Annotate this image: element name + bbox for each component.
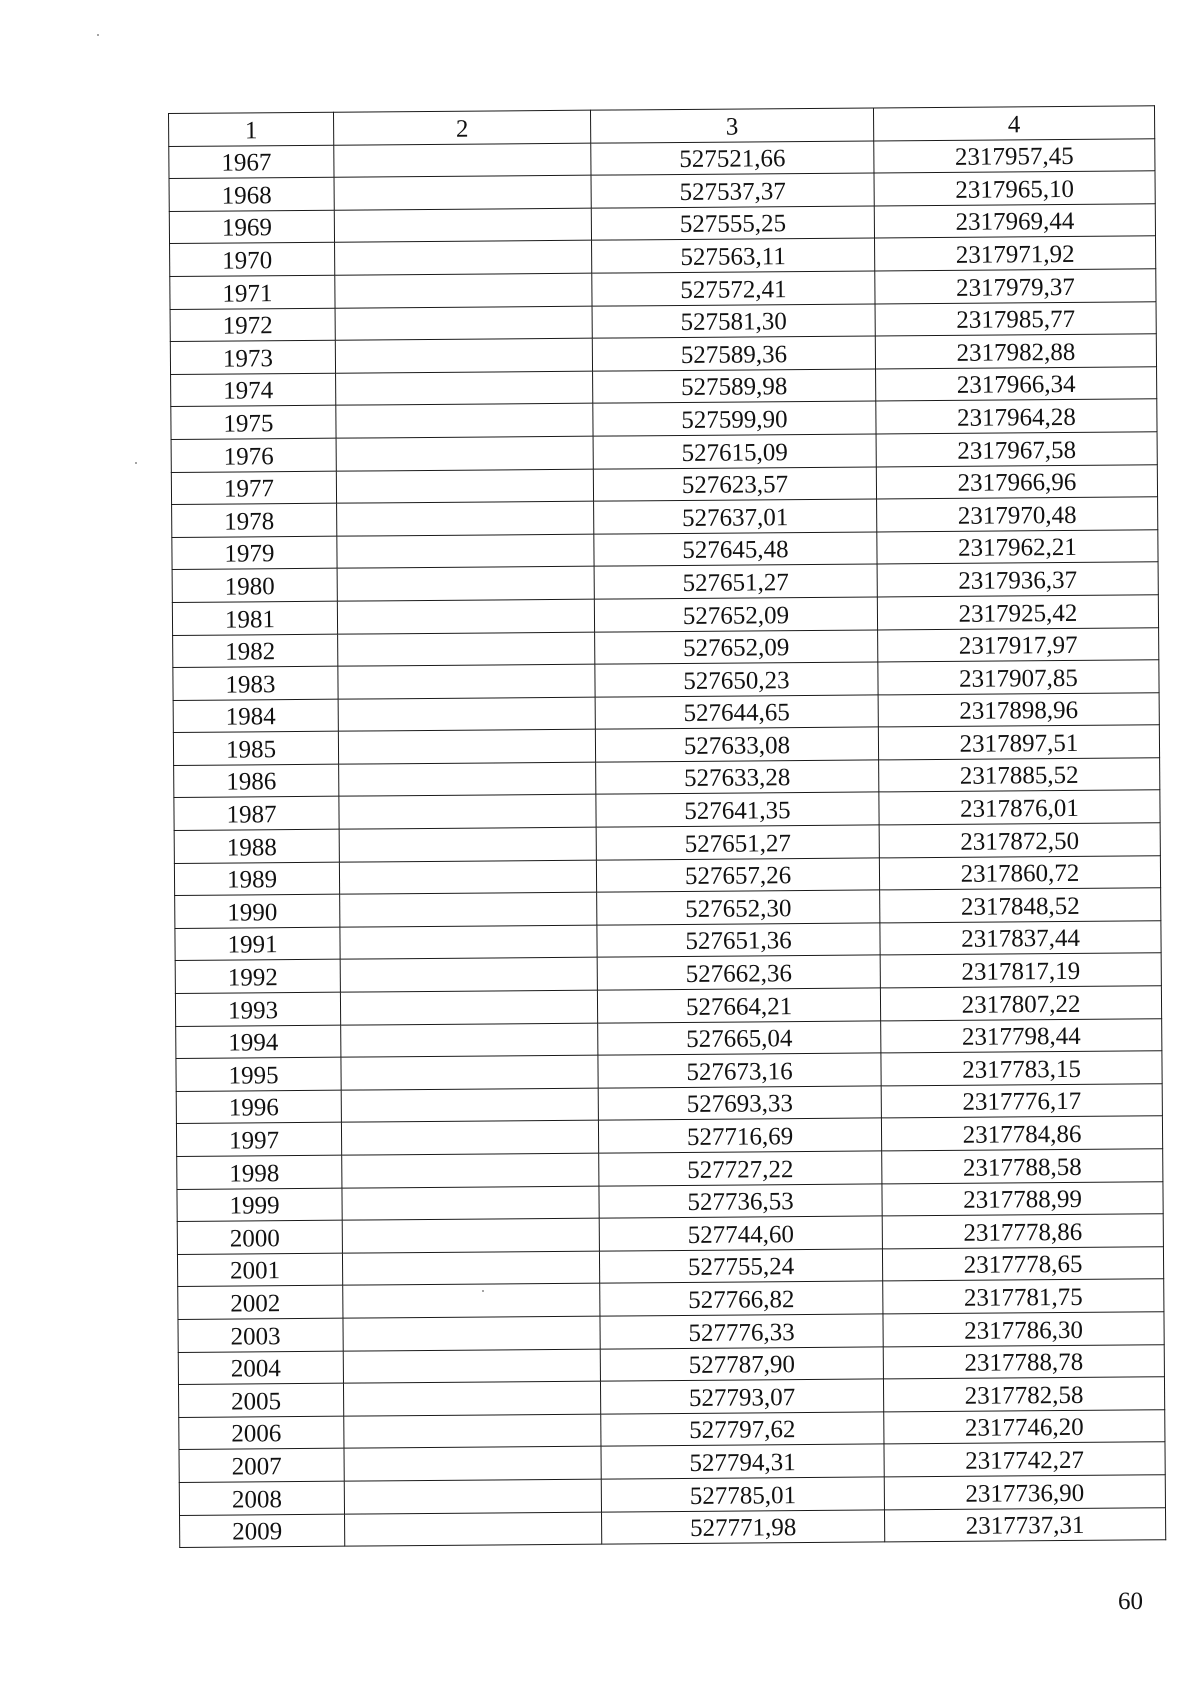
y-coordinate-cell: 2317872,50	[879, 823, 1160, 858]
y-coordinate-cell: 2317788,78	[883, 1344, 1164, 1379]
year-cell: 2006	[179, 1416, 344, 1450]
year-cell: 1992	[175, 960, 340, 994]
year-cell: 1983	[173, 666, 338, 700]
year-cell: 2005	[178, 1383, 343, 1417]
year-cell: 2009	[180, 1514, 345, 1548]
col-2-cell	[339, 827, 596, 862]
year-cell: 1971	[170, 275, 335, 309]
x-coordinate-cell: 527650,23	[595, 662, 878, 697]
x-coordinate-cell: 527651,36	[597, 923, 880, 958]
y-coordinate-cell: 2317876,01	[879, 790, 1160, 825]
x-coordinate-cell: 527641,35	[596, 792, 879, 827]
col-2-cell	[339, 795, 596, 830]
col-2-cell	[337, 501, 594, 536]
y-coordinate-cell: 2317936,37	[877, 562, 1158, 597]
x-coordinate-cell: 527644,65	[595, 695, 878, 730]
col-2-cell	[344, 1414, 601, 1449]
y-coordinate-cell: 2317967,58	[876, 432, 1157, 467]
y-coordinate-cell: 2317971,92	[875, 236, 1156, 271]
col-2-cell	[342, 1218, 599, 1253]
x-coordinate-cell: 527787,90	[600, 1346, 883, 1381]
year-cell: 1986	[174, 764, 339, 798]
header-col-3: 3	[590, 108, 873, 143]
col-2-cell	[337, 599, 594, 634]
x-coordinate-cell: 527651,27	[596, 825, 879, 860]
col-2-cell	[336, 436, 593, 471]
x-coordinate-cell: 527599,90	[593, 401, 876, 436]
x-coordinate-cell: 527537,37	[591, 173, 874, 208]
x-coordinate-cell: 527665,04	[598, 1021, 881, 1056]
x-coordinate-cell: 527589,98	[593, 369, 876, 404]
col-2-cell	[343, 1284, 600, 1319]
y-coordinate-cell: 2317798,44	[881, 1018, 1162, 1053]
x-coordinate-cell: 527794,31	[601, 1444, 884, 1479]
col-2-cell	[338, 697, 595, 732]
col-2-cell	[340, 958, 597, 993]
x-coordinate-cell: 527662,36	[597, 955, 880, 990]
scan-speck	[135, 462, 137, 464]
page-number: 60	[1118, 1588, 1143, 1615]
y-coordinate-cell: 2317782,58	[883, 1377, 1164, 1412]
y-coordinate-cell: 2317746,20	[884, 1409, 1165, 1444]
x-coordinate-cell: 527633,28	[596, 760, 879, 795]
year-cell: 2003	[178, 1318, 343, 1352]
x-coordinate-cell: 527755,24	[599, 1249, 882, 1284]
y-coordinate-cell: 2317783,15	[881, 1051, 1162, 1086]
x-coordinate-cell: 527615,09	[593, 434, 876, 469]
year-cell: 1982	[173, 634, 338, 668]
y-coordinate-cell: 2317778,65	[882, 1246, 1163, 1281]
col-2-cell	[342, 1153, 599, 1188]
year-cell: 1984	[173, 699, 338, 733]
col-2-cell	[344, 1446, 601, 1481]
col-2-cell	[337, 566, 594, 601]
header-col-2: 2	[333, 110, 590, 145]
col-2-cell	[345, 1512, 602, 1547]
col-2-cell	[335, 338, 592, 373]
x-coordinate-cell: 527693,33	[598, 1086, 881, 1121]
x-coordinate-cell: 527744,60	[599, 1216, 882, 1251]
y-coordinate-cell: 2317786,30	[883, 1312, 1164, 1347]
y-coordinate-cell: 2317778,86	[882, 1214, 1163, 1249]
year-cell: 1993	[175, 992, 340, 1026]
col-2-cell	[339, 860, 596, 895]
year-cell: 2000	[177, 1220, 342, 1254]
year-cell: 1969	[169, 210, 334, 244]
col-2-cell	[334, 208, 591, 243]
col-2-cell	[343, 1316, 600, 1351]
header-col-4: 4	[873, 106, 1154, 141]
x-coordinate-cell: 527572,41	[592, 271, 875, 306]
y-coordinate-cell: 2317807,22	[880, 986, 1161, 1021]
y-coordinate-cell: 2317898,96	[878, 692, 1159, 727]
year-cell: 1998	[177, 1155, 342, 1189]
year-cell: 1991	[175, 927, 340, 961]
table-body	[169, 138, 1166, 1547]
year-cell: 1995	[176, 1057, 341, 1091]
y-coordinate-cell: 2317965,10	[874, 171, 1155, 206]
x-coordinate-cell: 527652,30	[597, 890, 880, 925]
x-coordinate-cell: 527652,09	[594, 597, 877, 632]
x-coordinate-cell: 527563,11	[592, 238, 875, 273]
y-coordinate-cell: 2317982,88	[875, 334, 1156, 369]
year-cell: 1967	[169, 145, 334, 179]
x-coordinate-cell: 527555,25	[591, 206, 874, 241]
y-coordinate-cell: 2317979,37	[875, 269, 1156, 304]
col-2-cell	[341, 1121, 598, 1156]
col-2-cell	[342, 1186, 599, 1221]
y-coordinate-cell: 2317837,44	[880, 921, 1161, 956]
x-coordinate-cell: 527623,57	[593, 466, 876, 501]
y-coordinate-cell: 2317962,21	[877, 529, 1158, 564]
year-cell: 2004	[178, 1351, 343, 1385]
x-coordinate-cell: 527673,16	[598, 1053, 881, 1088]
x-coordinate-cell: 527776,33	[600, 1314, 883, 1349]
year-cell: 1972	[170, 308, 335, 342]
x-coordinate-cell: 527652,09	[595, 629, 878, 664]
x-coordinate-cell: 527736,53	[599, 1184, 882, 1219]
year-cell: 1981	[172, 601, 337, 635]
col-2-cell	[341, 1023, 598, 1058]
col-2-cell	[343, 1381, 600, 1416]
year-cell: 2008	[179, 1481, 344, 1515]
x-coordinate-cell: 527589,36	[592, 336, 875, 371]
year-cell: 1977	[171, 471, 336, 505]
year-cell: 1996	[176, 1090, 341, 1124]
col-2-cell	[339, 762, 596, 797]
y-coordinate-cell: 2317742,27	[884, 1442, 1165, 1477]
col-2-cell	[340, 892, 597, 927]
col-2-cell	[334, 143, 591, 178]
y-coordinate-cell: 2317969,44	[874, 204, 1155, 239]
year-cell: 1990	[175, 894, 340, 928]
y-coordinate-cell: 2317781,75	[883, 1279, 1164, 1314]
coordinates-table	[168, 105, 1166, 1548]
year-cell: 1978	[172, 503, 337, 537]
y-coordinate-cell: 2317776,17	[881, 1084, 1162, 1119]
year-cell: 1997	[176, 1123, 341, 1157]
col-2-cell	[334, 175, 591, 210]
y-coordinate-cell: 2317966,96	[876, 464, 1157, 499]
y-coordinate-cell: 2317784,86	[881, 1116, 1162, 1151]
y-coordinate-cell: 2317966,34	[876, 366, 1157, 401]
y-coordinate-cell: 2317788,58	[882, 1149, 1163, 1184]
year-cell: 1987	[174, 797, 339, 831]
year-cell: 1974	[171, 373, 336, 407]
col-2-cell	[340, 990, 597, 1025]
col-2-cell	[344, 1479, 601, 1514]
col-2-cell	[335, 306, 592, 341]
table-row	[180, 1507, 1166, 1547]
y-coordinate-cell: 2317970,48	[877, 497, 1158, 532]
x-coordinate-cell: 527716,69	[598, 1118, 881, 1153]
year-cell: 1968	[169, 177, 334, 211]
year-cell: 1970	[170, 243, 335, 277]
col-2-cell	[335, 241, 592, 276]
x-coordinate-cell: 527521,66	[591, 141, 874, 176]
year-cell: 1999	[177, 1188, 342, 1222]
x-coordinate-cell: 527633,08	[595, 727, 878, 762]
y-coordinate-cell: 2317957,45	[874, 138, 1155, 173]
col-2-cell	[335, 273, 592, 308]
year-cell: 1988	[174, 829, 339, 863]
col-2-cell	[336, 404, 593, 439]
col-2-cell	[341, 1055, 598, 1090]
header-col-1: 1	[169, 112, 334, 146]
y-coordinate-cell: 2317788,99	[882, 1181, 1163, 1216]
year-cell: 1979	[172, 536, 337, 570]
col-2-cell	[338, 729, 595, 764]
x-coordinate-cell: 527651,27	[594, 564, 877, 599]
year-cell: 2007	[179, 1449, 344, 1483]
x-coordinate-cell: 527657,26	[596, 858, 879, 893]
year-cell: 2002	[178, 1286, 343, 1320]
year-cell: 1976	[171, 438, 336, 472]
y-coordinate-cell: 2317897,51	[878, 725, 1159, 760]
x-coordinate-cell: 527581,30	[592, 304, 875, 339]
y-coordinate-cell: 2317860,72	[879, 855, 1160, 890]
y-coordinate-cell: 2317737,31	[884, 1507, 1165, 1542]
x-coordinate-cell: 527771,98	[601, 1509, 884, 1544]
x-coordinate-cell: 527727,22	[599, 1151, 882, 1186]
y-coordinate-cell: 2317917,97	[878, 627, 1159, 662]
col-2-cell	[337, 534, 594, 569]
y-coordinate-cell: 2317848,52	[880, 888, 1161, 923]
col-2-cell	[336, 469, 593, 504]
y-coordinate-cell: 2317925,42	[877, 595, 1158, 630]
y-coordinate-cell: 2317885,52	[879, 758, 1160, 793]
x-coordinate-cell: 527766,82	[600, 1281, 883, 1316]
scan-speck	[482, 1290, 484, 1292]
y-coordinate-cell: 2317907,85	[878, 660, 1159, 695]
x-coordinate-cell: 527785,01	[601, 1477, 884, 1512]
year-cell: 1980	[172, 568, 337, 602]
col-2-cell	[343, 1349, 600, 1384]
x-coordinate-cell: 527664,21	[597, 988, 880, 1023]
year-cell: 1975	[171, 406, 336, 440]
col-2-cell	[338, 664, 595, 699]
year-cell: 1994	[176, 1025, 341, 1059]
col-2-cell	[340, 925, 597, 960]
year-cell: 1973	[170, 340, 335, 374]
year-cell: 1985	[173, 731, 338, 765]
year-cell: 1989	[174, 862, 339, 896]
col-2-cell	[342, 1251, 599, 1286]
x-coordinate-cell: 527793,07	[600, 1379, 883, 1414]
scan-speck	[97, 34, 99, 36]
x-coordinate-cell: 527645,48	[594, 532, 877, 567]
x-coordinate-cell: 527797,62	[601, 1412, 884, 1447]
x-coordinate-cell: 527637,01	[594, 499, 877, 534]
col-2-cell	[341, 1088, 598, 1123]
col-2-cell	[338, 632, 595, 667]
y-coordinate-cell: 2317736,90	[884, 1475, 1165, 1510]
y-coordinate-cell: 2317985,77	[875, 301, 1156, 336]
col-2-cell	[336, 371, 593, 406]
y-coordinate-cell: 2317817,19	[880, 953, 1161, 988]
year-cell: 2001	[177, 1253, 342, 1287]
y-coordinate-cell: 2317964,28	[876, 399, 1157, 434]
